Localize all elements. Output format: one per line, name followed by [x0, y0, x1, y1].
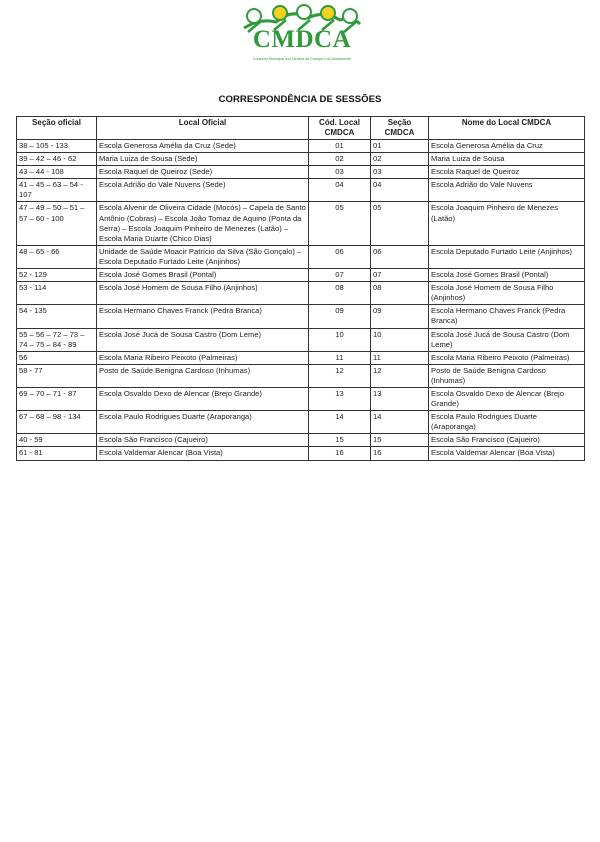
header-nome-local: Nome do Local CMDCA — [429, 117, 585, 140]
cmdca-logo — [236, 4, 368, 66]
cell-nome-local: Escola Adrião do Vale Nuvens — [429, 179, 585, 202]
cell-secao-cmdca: 05 — [371, 202, 429, 245]
document-title: CORRESPONDÊNCIA DE SESSÕES — [218, 94, 382, 105]
cell-secao-cmdca: 03 — [371, 166, 429, 179]
cell-secao-cmdca: 15 — [371, 434, 429, 447]
cell-secao-cmdca: 06 — [371, 245, 429, 268]
cell-cod-local: 14 — [309, 411, 371, 434]
cell-nome-local: Escola São Francisco (Cajueiro) — [429, 434, 585, 447]
cell-local-oficial: Escola Adrião do Vale Nuvens (Sede) — [97, 179, 309, 202]
cell-secao-cmdca: 08 — [371, 282, 429, 305]
cell-secao-oficial: 52 - 129 — [17, 269, 97, 282]
cell-cod-local: 15 — [309, 434, 371, 447]
cell-cod-local: 12 — [309, 364, 371, 387]
cell-secao-cmdca: 10 — [371, 328, 429, 351]
header-cod-local: Cód. Local CMDCA — [309, 117, 371, 140]
cell-secao-cmdca: 07 — [371, 269, 429, 282]
table-row — [17, 447, 585, 460]
cell-cod-local: 05 — [309, 202, 371, 245]
cell-secao-oficial: 43 – 44 - 108 — [17, 166, 97, 179]
cell-local-oficial: Maria Luiza de Sousa (Sede) — [97, 153, 309, 166]
cell-local-oficial: Escola Maria Ribeiro Peixoto (Palmeiras) — [97, 351, 309, 364]
table-row — [17, 364, 585, 387]
cell-cod-local: 02 — [309, 153, 371, 166]
cell-nome-local: Escola Hermano Chaves Franck (Pedra Branca) — [429, 305, 585, 328]
cell-nome-local: Maria Luiza de Sousa — [429, 153, 585, 166]
table-row — [17, 153, 585, 166]
table-row — [17, 245, 585, 268]
table-body — [17, 140, 585, 461]
cell-nome-local: Posto de Saúde Benigna Cardoso (Inhumas) — [429, 364, 585, 387]
cell-local-oficial: Escola Hermano Chaves Franck (Pedra Branca) — [97, 305, 309, 328]
cell-secao-oficial: 58 - 77 — [17, 364, 97, 387]
table-row — [17, 166, 585, 179]
cell-local-oficial: Unidade de Saúde Moacir Patrício da Silva (São Gonçalo) – Escola Deputado Furtado Leite (Anjinhos) — [97, 245, 309, 268]
cell-secao-cmdca: 01 — [371, 140, 429, 153]
sessions-table — [16, 116, 585, 461]
table-row — [17, 140, 585, 153]
cell-secao-oficial: 67 – 68 – 98 - 134 — [17, 411, 97, 434]
cell-secao-oficial: 40 - 59 — [17, 434, 97, 447]
cell-nome-local: Escola José Gomes Brasil (Pontal) — [429, 269, 585, 282]
cell-cod-local: 06 — [309, 245, 371, 268]
cell-secao-cmdca: 16 — [371, 447, 429, 460]
cell-local-oficial: Escola São Francisco (Cajueiro) — [97, 434, 309, 447]
cell-cod-local: 01 — [309, 140, 371, 153]
cell-secao-cmdca: 14 — [371, 411, 429, 434]
cell-nome-local: Escola Raquel de Queiroz — [429, 166, 585, 179]
cell-secao-cmdca: 12 — [371, 364, 429, 387]
table-row — [17, 179, 585, 202]
table-row — [17, 387, 585, 410]
cell-cod-local: 13 — [309, 387, 371, 410]
cell-cod-local: 10 — [309, 328, 371, 351]
cell-cod-local: 04 — [309, 179, 371, 202]
cell-secao-oficial: 56 — [17, 351, 97, 364]
header-secao-cmdca: Seção CMDCA — [371, 117, 429, 140]
table-row — [17, 305, 585, 328]
cell-nome-local: Escola José Homem de Sousa Filho (Anjinhos) — [429, 282, 585, 305]
cell-nome-local: Escola Valdemar Alencar (Boa Vista) — [429, 447, 585, 460]
table-row — [17, 434, 585, 447]
header-local-oficial: Local Oficial — [97, 117, 309, 140]
table-row — [17, 202, 585, 245]
cell-nome-local: Escola Generosa Amélia da Cruz — [429, 140, 585, 153]
cell-local-oficial: Posto de Saúde Benigna Cardoso (Inhumas) — [97, 364, 309, 387]
cell-local-oficial: Escola José Homem de Sousa Filho (Anjinhos) — [97, 282, 309, 305]
table-row — [17, 351, 585, 364]
cell-local-oficial: Escola Raquel de Queiroz (Sede) — [97, 166, 309, 179]
cell-cod-local: 03 — [309, 166, 371, 179]
cell-cod-local: 16 — [309, 447, 371, 460]
cell-secao-cmdca: 11 — [371, 351, 429, 364]
cell-secao-oficial: 69 – 70 – 71 - 87 — [17, 387, 97, 410]
cell-nome-local: Escola Deputado Furtado Leite (Anjinhos) — [429, 245, 585, 268]
cell-nome-local: Escola Paulo Rodrigues Duarte (Araporanga) — [429, 411, 585, 434]
cell-secao-oficial: 53 - 114 — [17, 282, 97, 305]
cell-nome-local: Escola José Jucá de Sousa Castro (Dom Leme) — [429, 328, 585, 351]
table-row — [17, 328, 585, 351]
cell-local-oficial: Escola Generosa Amélia da Cruz (Sede) — [97, 140, 309, 153]
cell-nome-local: Escola Osvaldo Dexo de Alencar (Brejo Grande) — [429, 387, 585, 410]
cell-local-oficial: Escola Osvaldo Dexo de Alencar (Brejo Grande) — [97, 387, 309, 410]
table-row — [17, 411, 585, 434]
cell-secao-cmdca: 04 — [371, 179, 429, 202]
table-header-row — [17, 117, 585, 140]
cell-secao-cmdca: 02 — [371, 153, 429, 166]
cell-secao-oficial: 55 – 56 – 72 – 73 – 74 – 75 – 84 - 89 — [17, 328, 97, 351]
cell-local-oficial: Escola Alvenir de Oliveira Cidade (Mocós) – Capela de Santo Antônio (Cobras) – Escola João Tomaz de Aquino (Ponta da Serra) – Escola Joaquim Pinheiro de Menezes (Latão) – Escola Maria Duarte (Chico Dias) — [97, 202, 309, 245]
cell-secao-oficial: 54 - 135 — [17, 305, 97, 328]
cell-cod-local: 08 — [309, 282, 371, 305]
cell-nome-local: Escola Joaquim Pinheiro de Menezes (Latão) — [429, 202, 585, 245]
logo-subtitle: Conselho Municipal dos Direitos da Criança e do Adolescente — [252, 57, 352, 61]
cell-cod-local: 11 — [309, 351, 371, 364]
cell-secao-oficial: 61 - 81 — [17, 447, 97, 460]
cell-cod-local: 09 — [309, 305, 371, 328]
cell-local-oficial: Escola José Jucá de Sousa Castro (Dom Leme) — [97, 328, 309, 351]
cell-secao-oficial: 47 – 49 – 50 – 51 – 57 – 60 - 100 — [17, 202, 97, 245]
table-row — [17, 282, 585, 305]
cell-local-oficial: Escola José Gomes Brasil (Pontal) — [97, 269, 309, 282]
cell-cod-local: 07 — [309, 269, 371, 282]
logo-text: CMDCA — [252, 26, 352, 53]
cell-secao-oficial: 38 – 105 - 133 — [17, 140, 97, 153]
cell-secao-oficial: 41 – 45 – 63 – 54 - 107 — [17, 179, 97, 202]
cell-secao-oficial: 39 – 42 – 46 - 62 — [17, 153, 97, 166]
cell-nome-local: Escola Maria Ribeiro Peixoto (Palmeiras) — [429, 351, 585, 364]
header-secao-oficial: Seção oficial — [17, 117, 97, 140]
table-row — [17, 269, 585, 282]
cell-local-oficial: Escola Paulo Rodrigues Duarte (Araporanga) — [97, 411, 309, 434]
cell-secao-oficial: 48 – 65 - 66 — [17, 245, 97, 268]
cell-secao-cmdca: 13 — [371, 387, 429, 410]
cell-local-oficial: Escola Valdemar Alencar (Boa Vista) — [97, 447, 309, 460]
cell-secao-cmdca: 09 — [371, 305, 429, 328]
